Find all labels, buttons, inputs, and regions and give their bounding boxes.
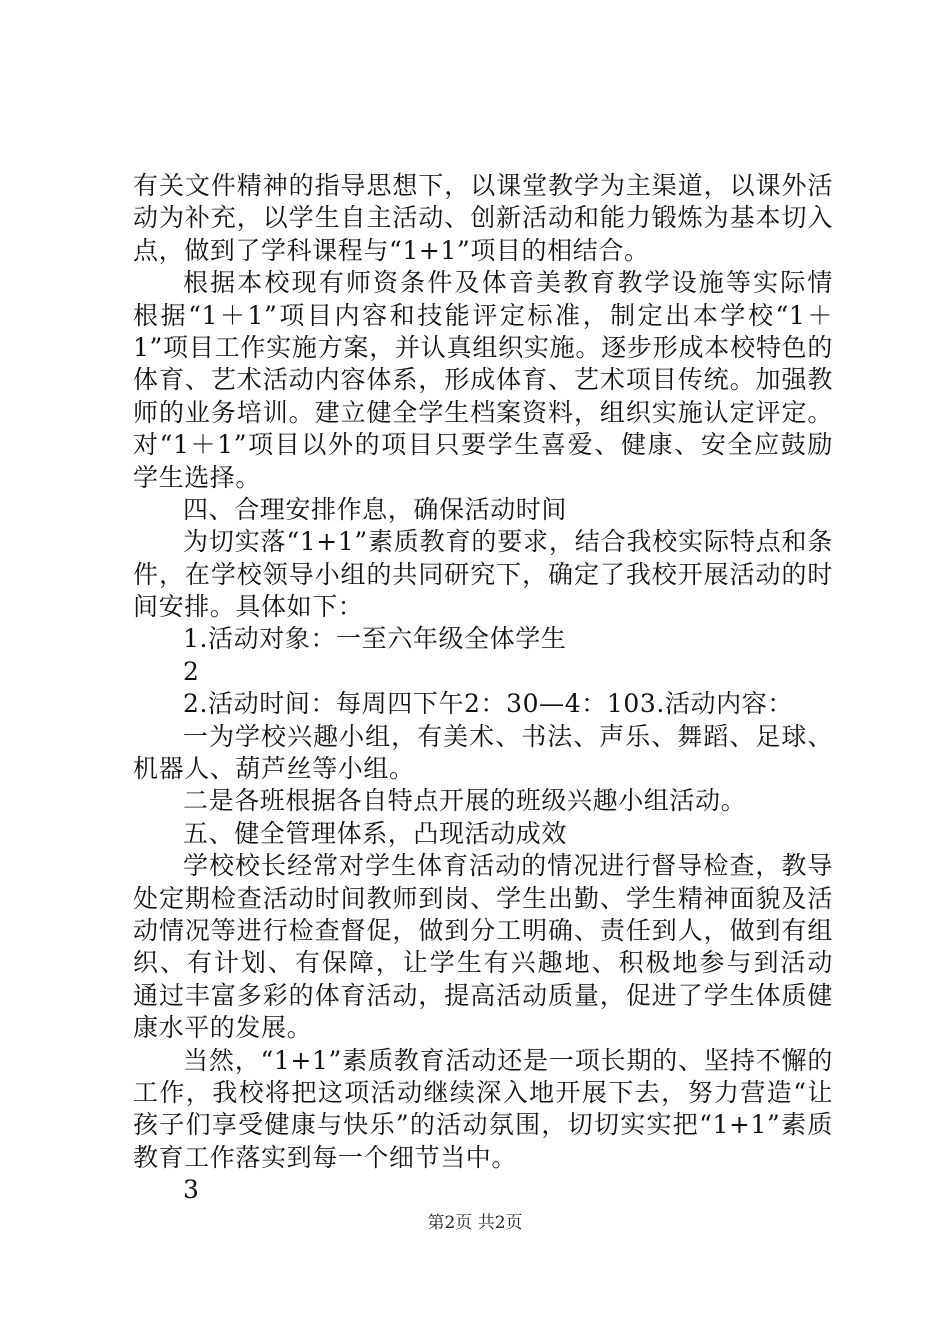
text-line: 间安排。具体如下：: [133, 592, 364, 622]
text-line: 动为补充，以学生自主活动、创新活动和能力锻炼为基本切入: [133, 203, 833, 233]
text-line: 处定期检查活动时间教师到岗、学生出勤、学生精神面貌及活: [133, 883, 833, 913]
text-line: 孩子们享受健康与快乐”的活动氛围，切切实实把“1+1”素质: [133, 1110, 833, 1140]
text-line: 通过丰富多彩的体育活动，提高活动质量，促进了学生体质健: [133, 980, 833, 1010]
text-line: 机器人、葫芦丝等小组。: [133, 754, 415, 784]
page-number-inline: 3: [183, 1175, 200, 1205]
text-line: 康水平的发展。: [133, 1013, 313, 1043]
text-line: 对“1＋1”项目以外的项目只要学生喜爱、健康、安全应鼓励: [133, 430, 833, 460]
paragraph-start: 根据本校现有师资条件及体音美教育教学设施等实际情: [183, 268, 833, 298]
list-item: 2.活动时间：每周四下午2：30—4：103.活动内容：: [183, 689, 793, 719]
text-line: 1”项目工作实施方案，并认真组织实施。逐步形成本校特色的: [133, 332, 833, 362]
text-line: 工作，我校将把这项活动继续深入地开展下去，努力营造“让: [133, 1077, 833, 1107]
text-line: 织、有计划、有保障，让学生有兴趣地、积极地参与到活动: [133, 948, 833, 978]
text-line: 动情况等进行检查督促，做到分工明确、责任到人，做到有组: [133, 915, 833, 945]
text-line: 教育工作落实到每一个细节当中。: [133, 1142, 518, 1172]
paragraph-start: 一为学校兴趣小组，有美术、书法、声乐、舞蹈、足球、: [183, 721, 833, 751]
text-line: 根据“1＋1”项目内容和技能评定标准，制定出本学校“1＋: [133, 300, 833, 330]
text-line: 学生选择。: [133, 462, 262, 492]
text-line: 件，在学校领导小组的共同研究下，确定了我校开展活动的时: [133, 559, 833, 589]
text-line: 点，做到了学科课程与“1+1”项目的相结合。: [133, 235, 650, 265]
page-number-inline: 2: [183, 656, 200, 686]
document-body: [133, 170, 833, 1207]
paragraph-start: 二是各班根据各自特点开展的班级兴趣小组活动。: [183, 786, 747, 816]
section-heading: 四、合理安排作息，确保活动时间: [183, 494, 568, 524]
text-line: 有关文件精神的指导思想下，以课堂教学为主渠道，以课外活: [133, 171, 833, 200]
text-line: 体育、艺术活动内容体系，形成体育、艺术项目传统。加强教: [133, 365, 833, 395]
section-heading: 五、健全管理体系，凸现活动成效: [183, 818, 568, 848]
page-footer: 第2页 共2页: [427, 1213, 523, 1233]
list-item: 1.活动对象：一至六年级全体学生: [183, 624, 567, 654]
paragraph-start: 学校校长经常对学生体育活动的情况进行督导检查，教导: [183, 851, 833, 881]
paragraph-start: 为切实落“1+1”素质教育的要求，结合我校实际特点和条: [183, 527, 833, 557]
paragraph-start: 当然，“1+1”素质教育活动还是一项长期的、坚持不懈的: [183, 1045, 833, 1075]
text-line: 师的业务培训。建立健全学生档案资料，组织实施认定评定。: [133, 397, 833, 427]
